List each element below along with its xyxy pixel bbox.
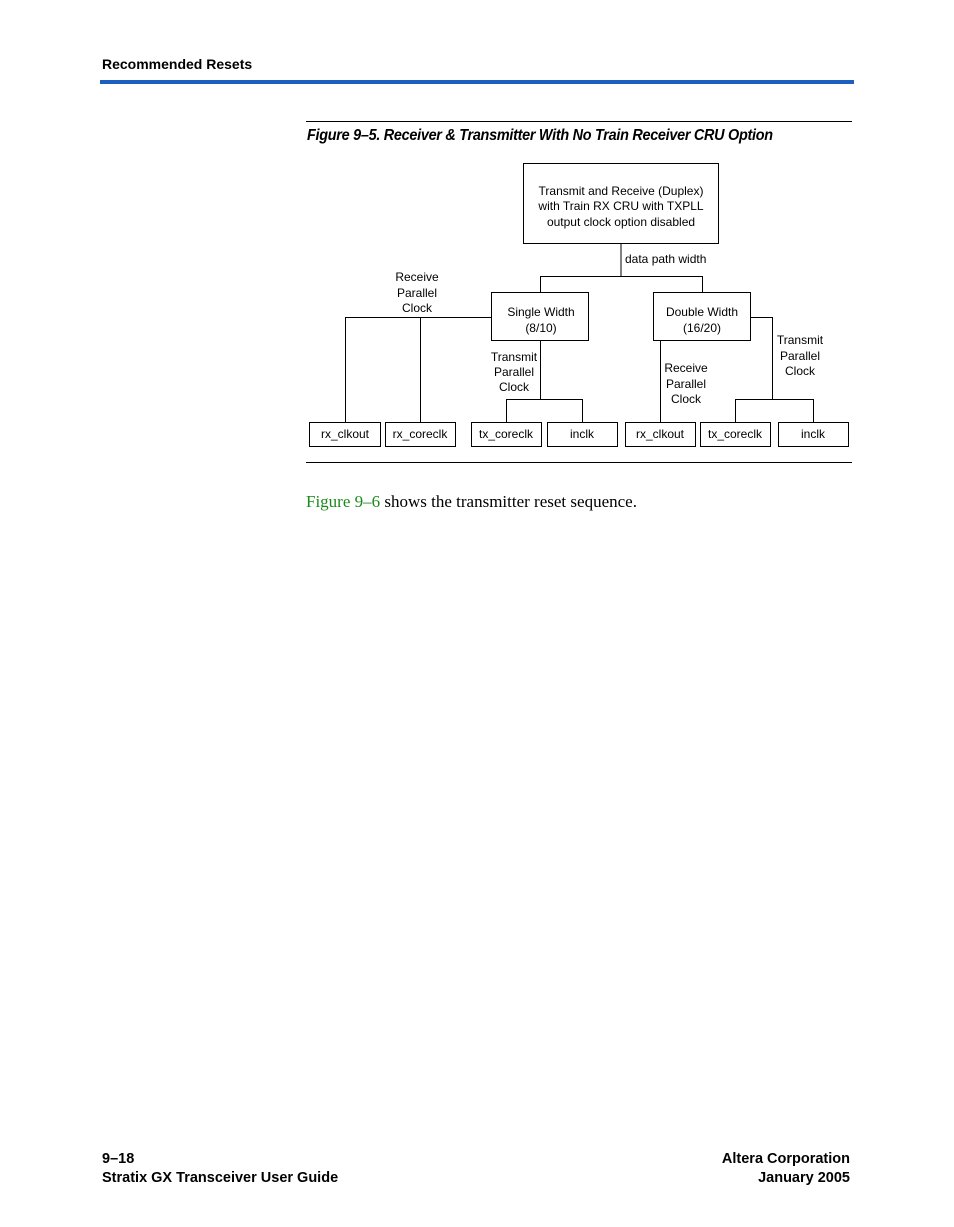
footer-guide-title: Stratix GX Transceiver User Guide — [102, 1170, 339, 1186]
receive-clock-left-line-3: Clock — [401, 301, 433, 315]
root-box-line-3: output clock option disabled — [546, 215, 696, 229]
leaf-inclk-2: inclk — [800, 427, 826, 441]
figure-bottom-rule — [306, 462, 852, 463]
receive-clock-right-line-3: Clock — [670, 392, 702, 406]
leaf-tx-coreclk-1: tx_coreclk — [478, 427, 534, 441]
root-box-line-2: with Train RX CRU with TXPLL — [538, 199, 704, 213]
body-paragraph-text: shows the transmitter reset sequence. — [380, 492, 637, 511]
double-width-line-1: Double Width — [665, 305, 739, 319]
footer-company: Altera Corporation — [721, 1151, 850, 1167]
receive-clock-left-line-1: Receive — [395, 270, 439, 284]
double-width-line-2: (16/20) — [682, 321, 722, 335]
section-title: Recommended Resets — [102, 56, 253, 72]
leaf-rx-coreclk: rx_coreclk — [392, 427, 448, 441]
receive-clock-right-line-1: Receive — [664, 361, 708, 375]
reset-tree-diagram — [0, 0, 954, 480]
leaf-tx-coreclk-2: tx_coreclk — [707, 427, 763, 441]
figure-caption: Figure 9–5. Receiver & Transmitter With No Train Receiver CRU Option — [307, 127, 773, 144]
transmit-clock-right-line-2: Parallel — [779, 349, 821, 363]
transmit-clock-right-line-1: Transmit — [776, 333, 824, 347]
leaf-rx-clkout-1: rx_clkout — [320, 427, 370, 441]
transmit-clock-right-line-3: Clock — [784, 364, 816, 378]
transmit-clock-mid-line-3: Clock — [498, 380, 530, 394]
body-paragraph — [306, 492, 637, 512]
leaf-rx-clkout-2: rx_clkout — [635, 427, 685, 441]
root-box-line-1: Transmit and Receive (Duplex) — [538, 184, 704, 198]
footer-date: January 2005 — [758, 1170, 850, 1186]
single-width-line-1: Single Width — [507, 305, 575, 319]
figure-9-6-link[interactable]: Figure 9–6 — [306, 492, 381, 511]
footer-page-number: 9–18 — [102, 1151, 135, 1167]
single-width-line-2: (8/10) — [525, 321, 557, 335]
transmit-clock-mid-line-1: Transmit — [490, 350, 538, 364]
transmit-clock-mid-line-2: Parallel — [493, 365, 535, 379]
receive-clock-right-line-2: Parallel — [665, 377, 707, 391]
receive-clock-left-line-2: Parallel — [396, 286, 438, 300]
leaf-inclk-1: inclk — [569, 427, 595, 441]
data-path-label: data path width — [625, 252, 707, 266]
